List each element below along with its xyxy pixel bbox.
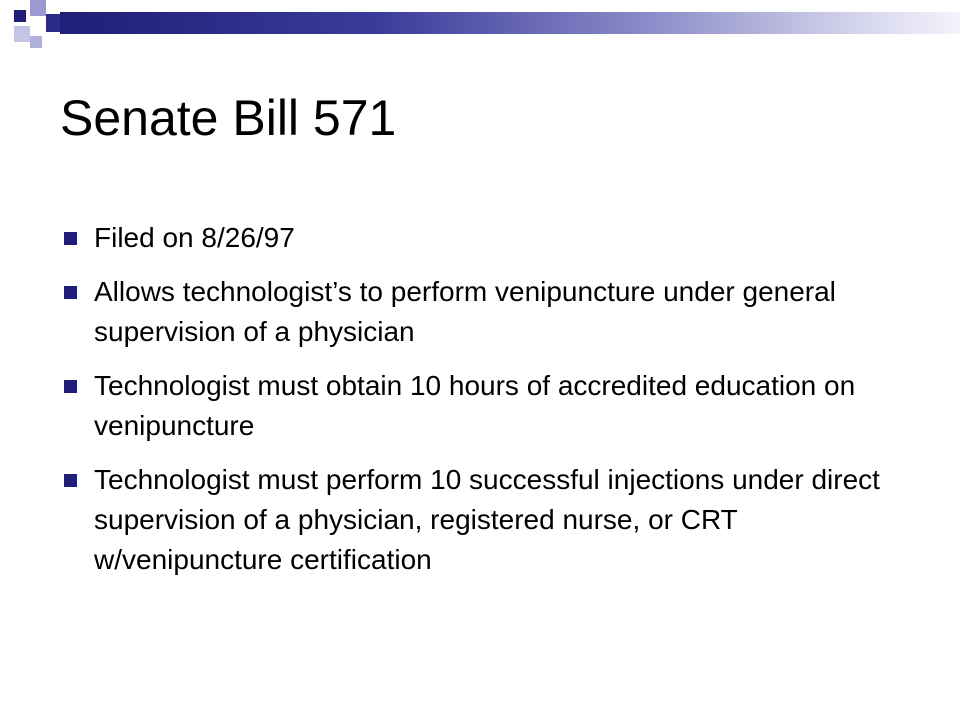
square-bullet-icon — [64, 232, 77, 245]
bullet-text: Allows technologist’s to perform venipuncture under general supervision of a physician — [94, 276, 836, 347]
bullet-list — [60, 218, 900, 594]
list-item — [60, 218, 900, 258]
header-decoration — [0, 0, 960, 60]
bullet-text: Technologist must obtain 10 hours of accredited education on venipuncture — [94, 370, 856, 441]
decor-square-dark — [14, 10, 26, 22]
list-item — [60, 460, 900, 580]
decor-square-light — [14, 26, 30, 42]
decor-square-dark — [46, 14, 60, 32]
list-item — [60, 366, 900, 446]
slide-title: Senate Bill 571 — [60, 90, 397, 146]
list-item — [60, 272, 900, 352]
square-bullet-icon — [64, 286, 77, 299]
decor-square-light — [30, 36, 42, 48]
decor-square-light — [30, 0, 46, 16]
square-bullet-icon — [64, 380, 77, 393]
square-bullet-icon — [64, 474, 77, 487]
bullet-text: Technologist must perform 10 successful injections under direct supervision of a physician, registered nurse, or CRT w/venipuncture certification — [94, 464, 880, 575]
header-gradient-bar — [60, 12, 960, 34]
bullet-text: Filed on 8/26/97 — [94, 222, 295, 253]
